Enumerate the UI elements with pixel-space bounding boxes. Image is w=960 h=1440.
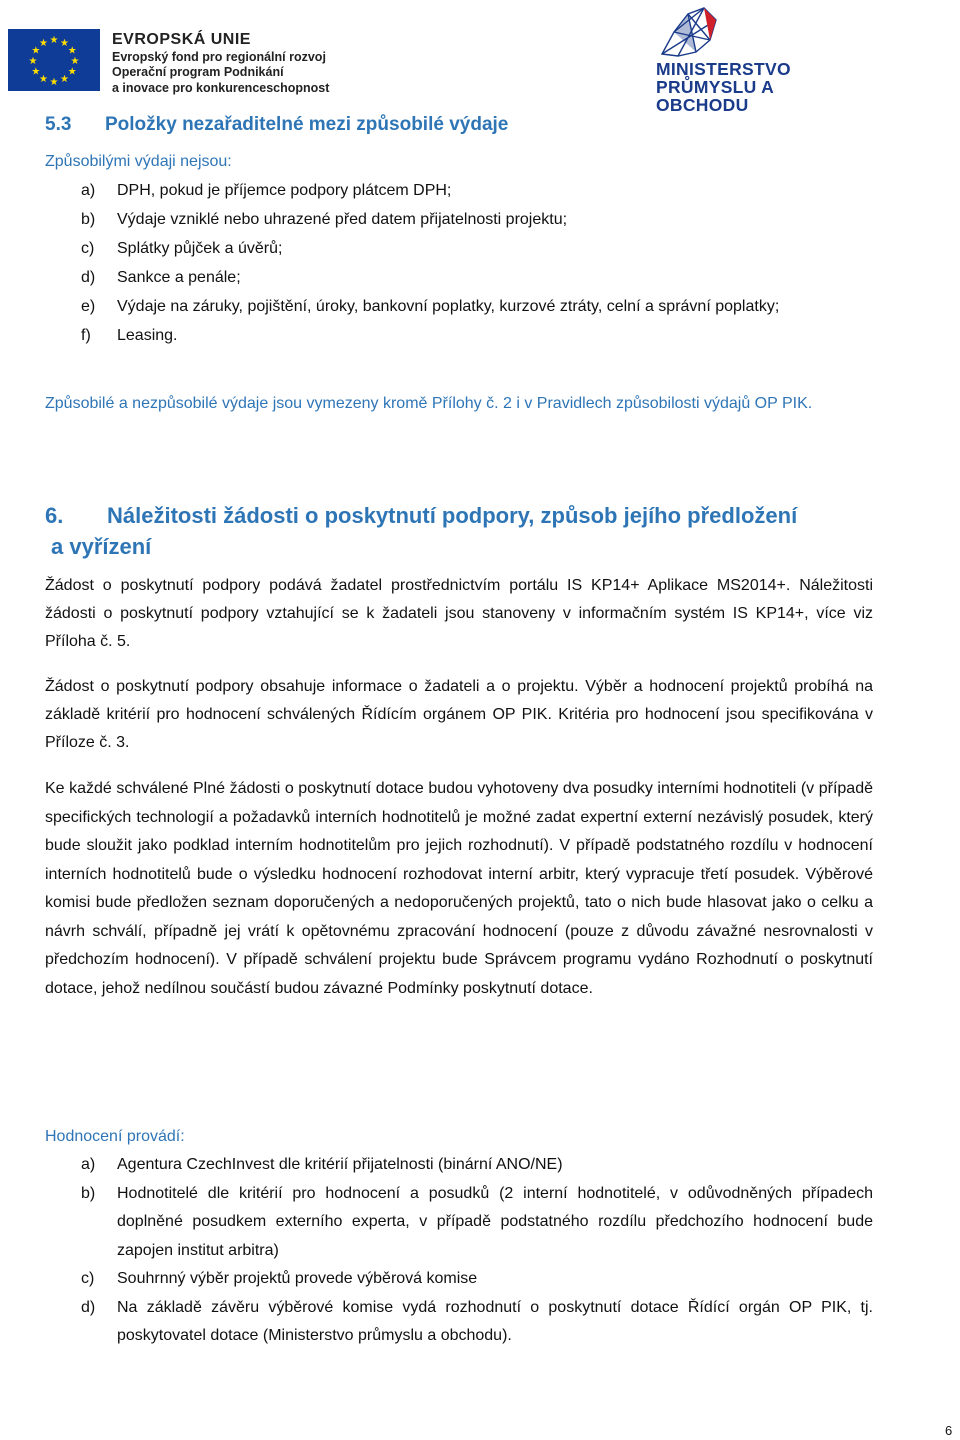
eu-program-line: Operační program Podnikání: [112, 65, 284, 79]
section-5-3-heading: [45, 114, 508, 136]
eu-fund-line: Evropský fond pro regionální rozvoj: [112, 49, 326, 64]
list-item: c) Splátky půjček a úvěrů;: [81, 240, 283, 257]
list-item: b) Výdaje vzniklé nebo uhrazené před datem přijatelnosti projektu;: [81, 211, 568, 228]
eu-flag-logo: [8, 29, 100, 91]
svg-text:★: ★: [28, 56, 38, 67]
svg-text:★: ★: [39, 37, 48, 49]
ministry-line-1: MINISTERSTVO: [656, 59, 791, 79]
page-header: [0, 0, 960, 115]
section-title: Položky nezařaditelné mezi způsobilé výdaje: [105, 114, 509, 135]
evaluation-paragraph: Žádost o poskytnutí podpory obsahuje informace o žadateli a o projektu. Výběr a hodnocení projektů probíhá na základě kritérií pro hodnocení schválených Řídícím orgánem OP PIK. Kritéria pro hodnocení jsou specifikována v Příloze č. 3.: [45, 678, 873, 751]
review-paragraph: Ke každé schválené Plné žádosti o poskytnutí dotace budou vyhotoveny dva posudky interními hodnotiteli (v případě specifických technologií a požadavků interních hodnotitelů je možné zadat expertní externí nezávislý posudek, který bude sloužit jako podklad interním hodnotitelům pro jejich rozhodnutí). V případě podstatného rozdílu v hodnocení interních hodnotitelů bude o výsledku hodnocení rozhodovat interní arbitr, který vypracuje třetí posudek. Výběrové komisi bude předložen seznam doporučených a nedoporučených projektů, tato o nich bude hlasovat jako o celku a návrh schválí, případně jej vrátí k opětovnému zpracování hodnocení (pouze z důvodu závažné nesrovnalosti v předchozím hodnocení). V případě schválení projektu bude Správcem programu vydáno Rozhodnutí o poskytnutí dotace, jehož nedílnou součástí budou závazné Podmínky poskytnutí dotace.: [45, 780, 873, 997]
list-item: c) Souhrnný výběr projektů provede výběrová komise: [81, 1270, 478, 1287]
list-item: f) Leasing.: [81, 327, 178, 344]
section-number: 5.3: [45, 114, 72, 135]
list-item: a) DPH, pokud je příjemce podpory plátcem DPH;: [81, 182, 452, 199]
evaluation-intro: Hodnocení provádí:: [45, 1128, 185, 1145]
eligibility-note: Způsobilé a nezpůsobilé výdaje jsou vymezeny kromě Přílohy č. 2 i v Pravidlech způsobilosti výdajů OP PIK.: [45, 395, 813, 412]
list-item: a) Agentura CzechInvest dle kritérií přijatelnosti (binární ANO/NE): [81, 1156, 563, 1173]
eu-title: EVROPSKÁ UNIE: [112, 31, 251, 48]
svg-text:★: ★: [49, 77, 59, 88]
svg-text:★: ★: [67, 45, 77, 57]
section-title-line-1: Náležitosti žádosti o poskytnutí podpory, způsob jejího předložení: [107, 503, 798, 528]
svg-text:★: ★: [31, 66, 41, 78]
section-number: 6.: [45, 503, 64, 528]
eu-program-text: [112, 32, 329, 96]
ineligible-list: [81, 176, 873, 350]
svg-text:★: ★: [49, 35, 59, 46]
ministry-logo: [656, 6, 856, 115]
list-item: e) Výdaje na záruky, pojištění, úroky, bankovní poplatky, kurzové ztráty, celní a správní poplatky;: [81, 298, 780, 315]
ministry-line-2: PRŮMYSLU A OBCHODU: [656, 77, 774, 115]
eu-program-line-2: a inovace pro konkurenceschopnost: [112, 80, 330, 95]
svg-text:★: ★: [60, 74, 69, 86]
evaluators-list: [81, 1151, 873, 1351]
svg-text:★: ★: [67, 66, 77, 78]
page-number: 6: [945, 1423, 953, 1438]
svg-text:★: ★: [70, 56, 80, 67]
ministry-globe-icon: [656, 6, 766, 58]
svg-text:★: ★: [60, 37, 69, 49]
section-6-heading: [45, 500, 797, 562]
section-title-line-2: a vyřízení: [51, 534, 152, 559]
svg-text:★: ★: [31, 45, 41, 57]
list-item: d) Sankce a penále;: [81, 269, 241, 286]
list-item: d) Na základě závěru výběrové komise vydá rozhodnutí o poskytnutí dotace Řídící orgán OP PIK, tj. poskytovatel dotace (Ministerstvo průmyslu a obchodu).: [81, 1298, 873, 1344]
svg-text:★: ★: [39, 74, 48, 86]
list-item: b) Hodnotitelé dle kritérií pro hodnocení a posudků (2 interní hodnotitelé, v odůvodněných případech doplněné posudkem externího experta, v případě podstatného rozdílu předchozího hodnocení bude zapojen institut arbitra): [81, 1184, 873, 1259]
eu-stars-icon: [8, 29, 100, 91]
application-paragraph: Žádost o poskytnutí podpory podává žadatel prostřednictvím portálu IS KP14+ Aplikace MS2014+. Náležitosti žádosti o poskytnutí podpory vztahující se k žadateli jsou stanoveny v informačním systém IS KP14+, více viz Příloha č. 5.: [45, 577, 873, 650]
ministry-name: [656, 60, 856, 114]
ineligible-intro: Způsobilými výdaji nejsou:: [45, 153, 232, 170]
